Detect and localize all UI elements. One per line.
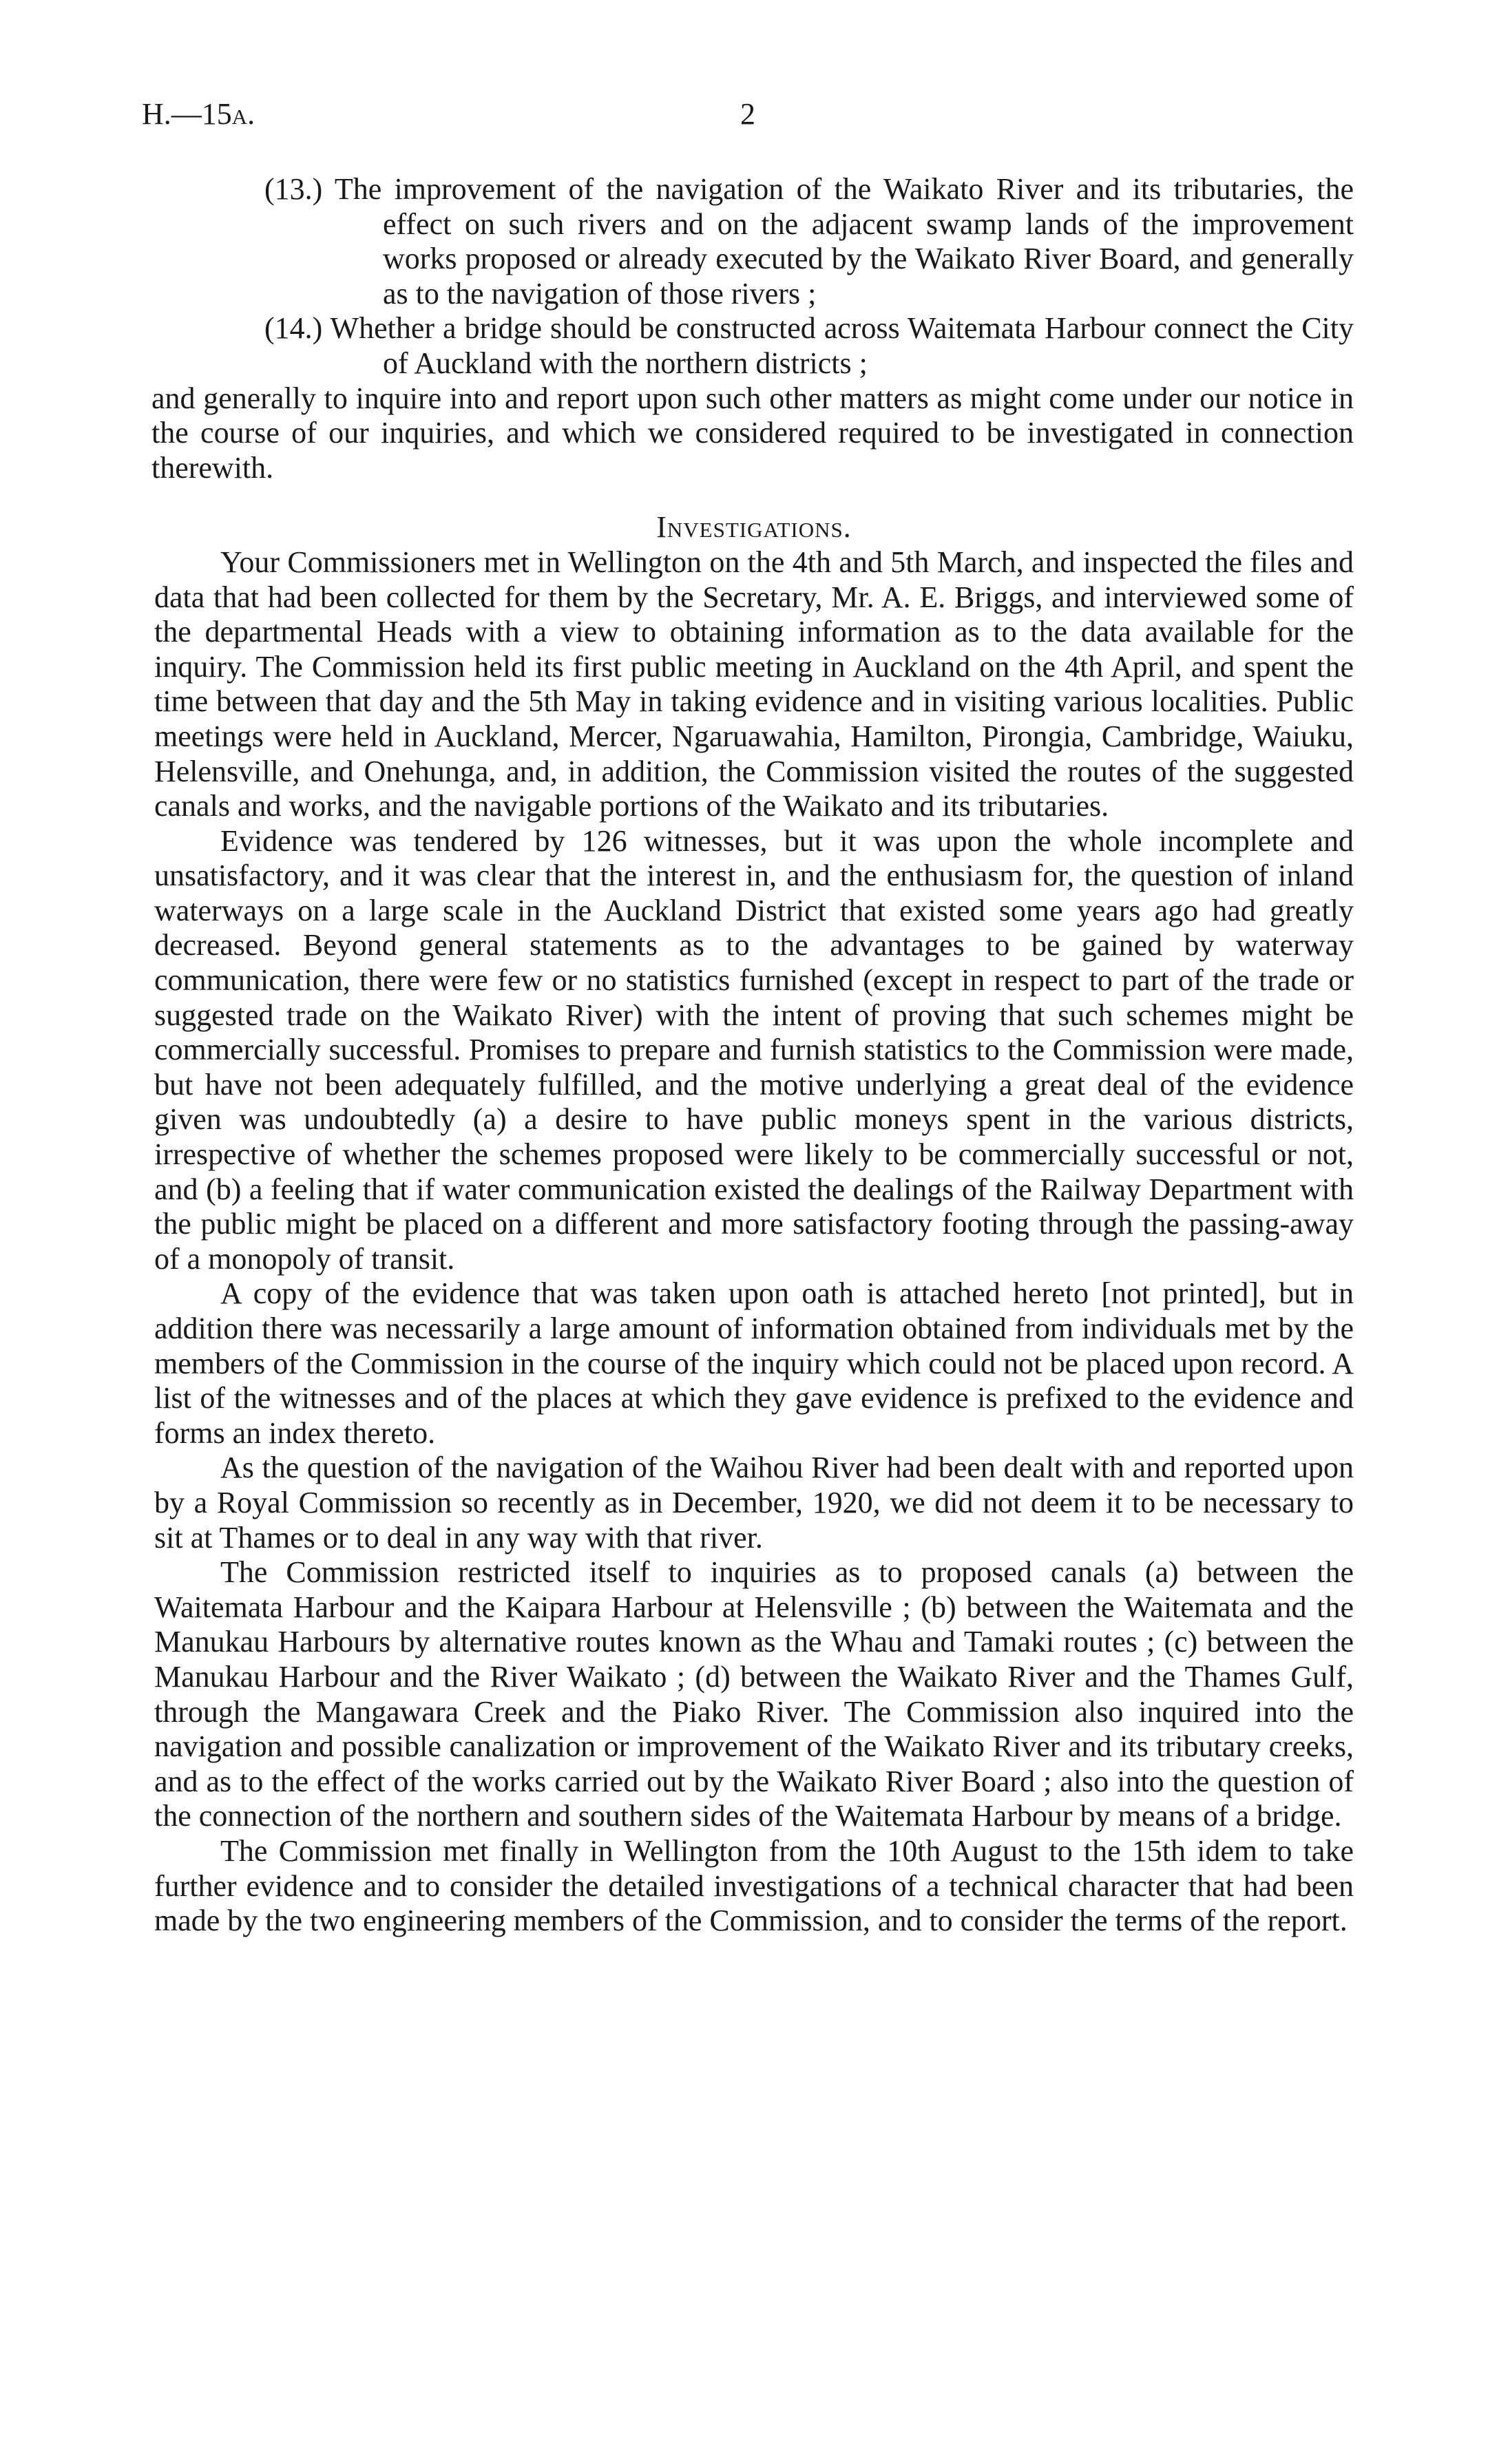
list-item-text: The improvement of the navigation of the Waikato River and its tributaries, the effect on such rivers and on the adjacent swamp lands of the improvement works proposed or already executed by the Waikato River Board, and generally as to the navigation of those rivers ;	[334, 172, 1354, 310]
body-paragraph: A copy of the evidence that was taken upon oath is attached hereto [not printed], but in addition there was necessarily a large amount of information obtained from individuals met by the members of the Commission in the course of the inquiry which could not be placed upon record. A list of the witnesses and of the places at which they gave evidence is prefixed to the evidence and forms an index thereto.	[154, 1276, 1354, 1450]
body-paragraph: The Commission restricted itself to inquiries as to proposed canals (a) between the Waitemata Harbour and the Kaipara Harbour at Helensville ; (b) between the Waitemata and the Manukau Harbours by alternative routes known as the Whau and Tamaki routes ; (c) between the Manukau Harbour and the River Waikato ; (d) between the Waikato River and the Thames Gulf, through the Mangawara Creek and the Piako River. The Commission also inquired into the navigation and possible canalization or improvement of the Waikato River and its tributary creeks, and as to the effect of the works carried out by the Waikato River Board ; also into the question of the connection of the northern and southern sides of the Waitemata Harbour by means of a bridge.	[154, 1555, 1354, 1833]
body-paragraph: Evidence was tendered by 126 witnesses, but it was upon the whole incomplete and unsatisfactory, and it was clear that the interest in, and the enthusiasm for, the question of inland waterways on a large scale in the Auckland District that existed some years ago had greatly decreased. Beyond general statements as to the advantages to be gained by waterway communication, there were few or no statistics furnished (except in respect to part of the trade or suggested trade on the Waikato River) with the intent of proving that such schemes might be commercially successful. Promises to prepare and furnish statistics to the Commission were made, but have not been adequately fulfilled, and the motive underlying a great deal of the evidence given was undoubtedly (a) a desire to have public moneys spent in the various districts, irrespective of whether the schemes proposed were likely to be commercially successful or not, and (b) a feeling that if water communication existed the dealings of the Railway Department with the public might be placed on a different and more satisfactory footing through the passing-away of a monopoly of transit.	[154, 823, 1354, 1276]
body-paragraph: The Commission met finally in Wellington from the 10th August to the 15th idem to take further evidence and to consider the detailed investigations of a technical character that had been made by the two engineering members of the Commission, and to consider the terms of the report.	[154, 1833, 1354, 1938]
list-item-text: Whether a bridge should be constructed across Waitemata Harbour connect the City of Auckland with the northern districts ;	[330, 311, 1354, 380]
list-item-number: (13.)	[264, 172, 323, 206]
document-reference-prefix: H.—15	[142, 97, 232, 131]
document-body	[151, 172, 1354, 1939]
closing-paragraph: and generally to inquire into and report upon such other matters as might come under our notice in the course of our inquiries, and which we considered required to be investigated in connection therewith.	[151, 381, 1354, 485]
body-paragraph: Your Commissioners met in Wellington on the 4th and 5th March, and inspected the files and data that had been collected for them by the Secretary, Mr. A. E. Briggs, and interviewed some of the departmental Heads with a view to obtaining information as to the data available for the inquiry. The Commission held its first public meeting in Auckland on the 4th April, and spent the time between that day and the 5th May in taking evidence and in visiting various localities. Public meetings were held in Auckland, Mercer, Ngaruawahia, Hamilton, Pirongia, Cambridge, Waiuku, Helensville, and Onehunga, and, in addition, the Commission visited the routes of the suggested canals and works, and the navigable portions of the Waikato and its tributaries.	[154, 545, 1354, 823]
document-reference-suffix: a	[231, 97, 248, 131]
list-item	[264, 172, 1354, 311]
section-heading: Investigations.	[656, 510, 852, 545]
document-reference: H.—15a.	[142, 97, 255, 131]
list-item	[264, 311, 1354, 381]
page-header	[142, 96, 1354, 145]
list-item-number: (14.)	[264, 311, 323, 346]
page-number: 2	[740, 97, 755, 131]
body-paragraph: As the question of the navigation of the Waihou River had been dealt with and reported upon by a Royal Commission so recently as in December, 1920, we did not deem it to be necessary to sit at Thames or to deal in any way with that river.	[154, 1451, 1354, 1555]
